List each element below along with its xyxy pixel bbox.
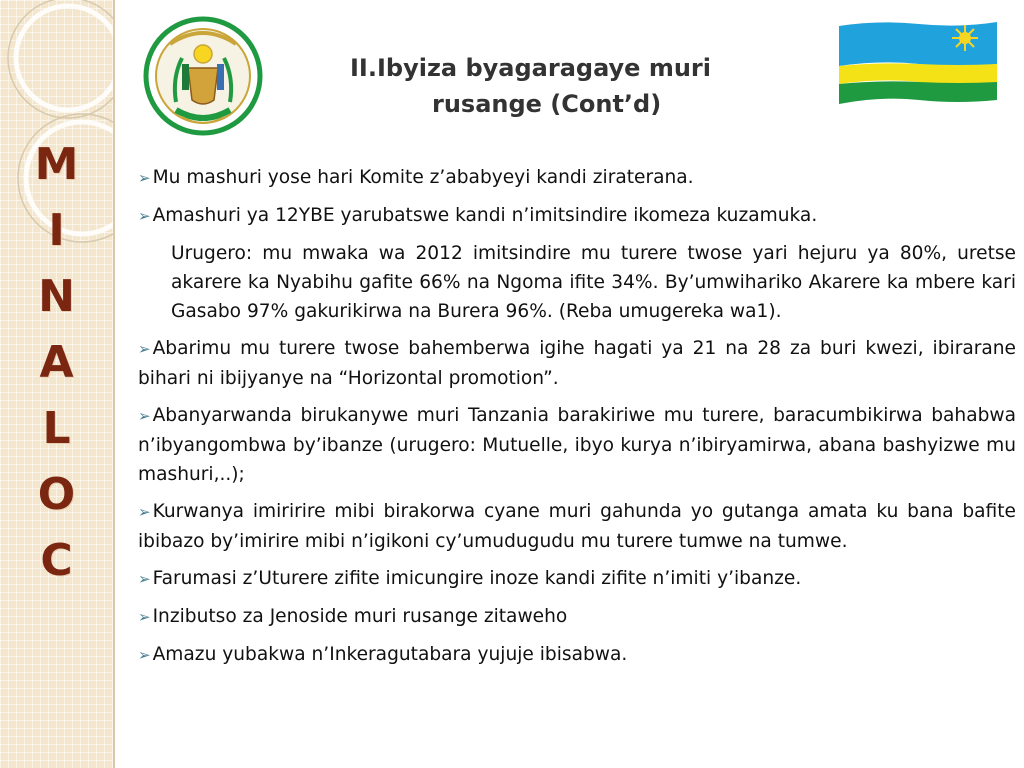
arrow-bullet-icon: ➢ bbox=[138, 646, 151, 664]
bullet-text: Inzibutso za Jenoside muri rusange zitaweho bbox=[152, 606, 568, 627]
sidebar-letter: O bbox=[37, 469, 76, 520]
arrow-bullet-icon: ➢ bbox=[138, 169, 151, 187]
title-line: rusange (Cont’d) bbox=[432, 90, 662, 118]
bullet-item bbox=[138, 497, 1016, 556]
bullet-item bbox=[138, 640, 1016, 670]
bullet-text: Amashuri ya 12YBE yarubatswe kandi n’imitsindire ikomeza kuzamuka. bbox=[152, 205, 818, 226]
arrow-bullet-icon: ➢ bbox=[138, 503, 151, 521]
arrow-bullet-icon: ➢ bbox=[138, 207, 151, 225]
slide-title bbox=[300, 50, 830, 122]
minaloc-vertical-text bbox=[0, 132, 113, 594]
bullet-text: Urugero: mu mwaka wa 2012 imitsindire mu turere twose yari hejuru ya 80%, uretse akarere ka Nyabihu gafite 66% na Ngoma ifite 34%. By’umwihariko Akarere ka mbere kari Gasabo 97% gakurikirwa na Burera 96%. (Reba umugereka wa1). bbox=[171, 243, 1016, 322]
sidebar-letter: C bbox=[40, 535, 73, 586]
sidebar-letter: M bbox=[34, 139, 79, 190]
bullet-item bbox=[138, 564, 1016, 594]
arrow-bullet-icon: ➢ bbox=[138, 340, 151, 358]
slide-content bbox=[138, 163, 1016, 678]
arrow-bullet-icon: ➢ bbox=[138, 407, 151, 425]
sidebar-letter: N bbox=[38, 271, 75, 322]
sidebar-letter: A bbox=[39, 337, 74, 388]
rwanda-flag bbox=[839, 20, 997, 106]
sidebar-letter: I bbox=[48, 205, 65, 256]
indented-paragraph bbox=[138, 239, 1016, 326]
coat-of-arms-emblem bbox=[142, 14, 264, 142]
bullet-text: Farumasi z’Uturere zifite imicungire inoze kandi zifite n’imiti y’ibanze. bbox=[152, 568, 802, 589]
bullet-item bbox=[138, 201, 1016, 231]
bullet-text: Abanyarwanda birukanywe muri Tanzania barakiriwe mu turere, baracumbikirwa bahabwa n’ibyangombwa by’ibanze (urugero: Mutuelle, ibyo kurya n’ibiryamirwa, abana bashyizwe mu mashuri,..); bbox=[138, 405, 1016, 485]
bullet-text: Amazu yubakwa n’Inkeragutabara yujuje ibisabwa. bbox=[152, 644, 628, 665]
bullet-text: Abarimu mu turere twose bahemberwa igihe hagati ya 21 na 28 za buri kwezi, ibirarane bihari ni ibijyanye na “Horizontal promotion”. bbox=[138, 338, 1016, 389]
sidebar-letter: L bbox=[42, 403, 71, 454]
bullet-item bbox=[138, 163, 1016, 193]
sidebar-panel bbox=[0, 0, 115, 768]
arrow-bullet-icon: ➢ bbox=[138, 570, 151, 588]
bullet-text: Kurwanya imiririre mibi birakorwa cyane muri gahunda yo gutanga amata ku bana bafite ibibazo by’imirire mibi n’igikoni cy’umudugudu mu turere tumwe na tumwe. bbox=[138, 501, 1016, 552]
bullet-item bbox=[138, 334, 1016, 393]
bullet-item bbox=[138, 602, 1016, 632]
arrow-bullet-icon: ➢ bbox=[138, 608, 151, 626]
bullet-text: Mu mashuri yose hari Komite z’ababyeyi kandi ziraterana. bbox=[152, 167, 694, 188]
bullet-item bbox=[138, 401, 1016, 489]
title-line: II.Ibyiza byagaragaye muri bbox=[350, 54, 711, 82]
